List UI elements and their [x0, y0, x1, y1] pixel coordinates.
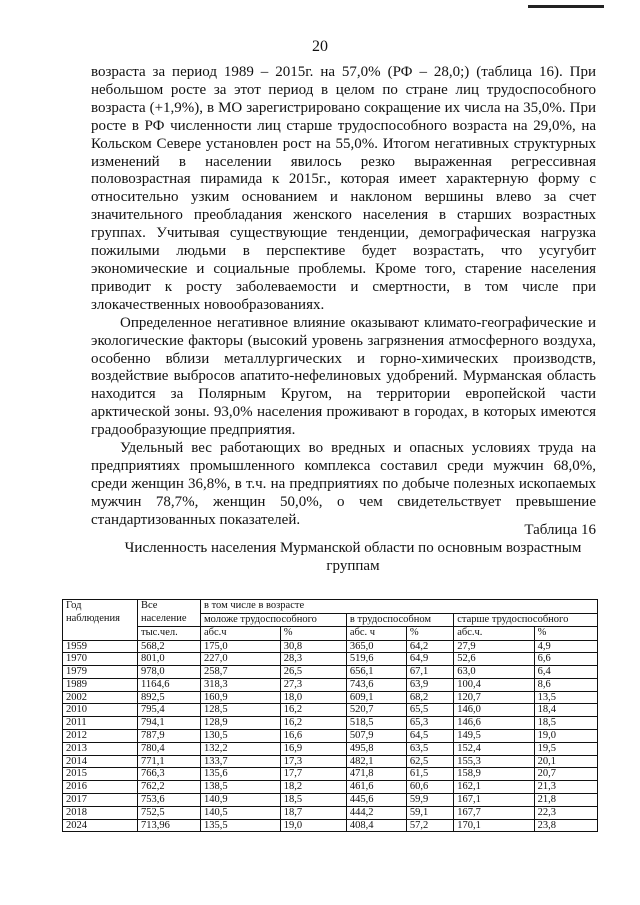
population-table [62, 599, 598, 832]
cell-older-pct: 18,4 [534, 704, 597, 717]
cell-younger-abs: 175,0 [201, 640, 281, 653]
header-including: в том числе в возрасте [201, 600, 598, 614]
table-row [63, 768, 598, 781]
table-row [63, 678, 598, 691]
cell-older-abs: 120,7 [454, 691, 534, 704]
table-row [63, 691, 598, 704]
cell-older-abs: 167,1 [454, 794, 534, 807]
cell-working-pct: 57,2 [406, 819, 453, 832]
cell-younger-pct: 16,6 [280, 730, 346, 743]
paragraph-2: Определенное негативное влияние оказывают климато-географические и экологические факторы (высокий уровень загрязнения атмосферного воздуха, особенно вблизи металлургических и горно-химических производств, воздействие выбросов апатито-нефелиновых удобрений. Мурманская область находится за Полярным Кругом, на территории европейской части арктической зоны. 93,0% населения проживают в городах, в которых имеются градообразующие предприятия. [91, 314, 596, 439]
cell-year: 2016 [63, 781, 138, 794]
paragraph-1: возраста за период 1989 – 2015г. на 57,0% (РФ – 28,0;) (таблица 16). При небольшом росте за этот период в целом по стране лиц трудоспособного возраста (+1,9%), в МО зарегистрировано сокращение их числа на 35,0%. При росте в РФ численности лиц старше трудоспособного возраста на 29,0%, на Кольском Севере установлен рост на 55,0%. Итогом негативных структурных изменений в населении явилось резко выраженная регрессивная половозрастная пирамида к 2015г., которая имеет характерную форму с относительно узким основанием и наклоном вершины влево за счет значительного преобладания женского населения в старших возрастных группах. Учитывая существующие тенденции, демографическая нагрузка пожилыми людьми в перспективе будет возрастать, что усугубит экономические и социальные проблемы. Кроме того, старение населения приводит к росту заболеваемости и смертности, в том числе при злокачественных новообразованиях. [91, 64, 596, 313]
cell-older-pct: 19,5 [534, 742, 597, 755]
cell-all-population: 978,0 [138, 666, 201, 679]
table-row [63, 640, 598, 653]
cell-working-abs: 519,6 [346, 653, 406, 666]
cell-working-abs: 365,0 [346, 640, 406, 653]
cell-working-pct: 65,5 [406, 704, 453, 717]
header-older-abs: абс.ч. [454, 627, 534, 641]
table-row [63, 730, 598, 743]
cell-younger-abs: 133,7 [201, 755, 281, 768]
cell-older-pct: 22,3 [534, 806, 597, 819]
table-title: Численность населения Мурманской области по основным возрастным группам [124, 540, 582, 574]
cell-older-abs: 158,9 [454, 768, 534, 781]
cell-all-population: 787,9 [138, 730, 201, 743]
cell-working-pct: 59,9 [406, 794, 453, 807]
cell-year: 2012 [63, 730, 138, 743]
cell-all-population: 568,2 [138, 640, 201, 653]
cell-working-abs: 495,8 [346, 742, 406, 755]
cell-older-abs: 162,1 [454, 781, 534, 794]
header-younger-pct: % [280, 627, 346, 641]
cell-older-abs: 167,7 [454, 806, 534, 819]
cell-all-population: 771,1 [138, 755, 201, 768]
cell-younger-abs: 135,6 [201, 768, 281, 781]
cell-working-abs: 471,8 [346, 768, 406, 781]
cell-working-abs: 520,7 [346, 704, 406, 717]
cell-working-pct: 59,1 [406, 806, 453, 819]
cell-year: 2011 [63, 717, 138, 730]
table-row [63, 717, 598, 730]
table-body [63, 640, 598, 832]
table-row [63, 653, 598, 666]
table-row [63, 666, 598, 679]
cell-all-population: 794,1 [138, 717, 201, 730]
cell-older-abs: 63,0 [454, 666, 534, 679]
header-younger-abs: абс.ч [201, 627, 281, 641]
cell-older-abs: 152,4 [454, 742, 534, 755]
cell-all-population: 753,6 [138, 794, 201, 807]
cell-older-pct: 4,9 [534, 640, 597, 653]
cell-working-pct: 60,6 [406, 781, 453, 794]
cell-younger-pct: 26,5 [280, 666, 346, 679]
cell-younger-abs: 258,7 [201, 666, 281, 679]
cell-younger-abs: 128,5 [201, 704, 281, 717]
cell-younger-pct: 28,3 [280, 653, 346, 666]
cell-older-pct: 21,3 [534, 781, 597, 794]
cell-working-abs: 461,6 [346, 781, 406, 794]
cell-all-population: 713,96 [138, 819, 201, 832]
cell-younger-pct: 18,2 [280, 781, 346, 794]
cell-working-abs: 743,6 [346, 678, 406, 691]
cell-older-abs: 27,9 [454, 640, 534, 653]
cell-year: 1959 [63, 640, 138, 653]
cell-working-abs: 518,5 [346, 717, 406, 730]
cell-all-population: 892,5 [138, 691, 201, 704]
cell-older-pct: 23,8 [534, 819, 597, 832]
cell-younger-abs: 128,9 [201, 717, 281, 730]
cell-year: 1989 [63, 678, 138, 691]
cell-older-pct: 19,0 [534, 730, 597, 743]
cell-working-abs: 444,2 [346, 806, 406, 819]
cell-younger-abs: 140,9 [201, 794, 281, 807]
cell-year: 2014 [63, 755, 138, 768]
cell-year: 1970 [63, 653, 138, 666]
cell-year: 2018 [63, 806, 138, 819]
cell-younger-pct: 18,5 [280, 794, 346, 807]
cell-working-abs: 482,1 [346, 755, 406, 768]
cell-younger-abs: 138,5 [201, 781, 281, 794]
cell-year: 2017 [63, 794, 138, 807]
cell-year: 1979 [63, 666, 138, 679]
cell-older-pct: 18,5 [534, 717, 597, 730]
cell-all-population: 752,5 [138, 806, 201, 819]
cell-younger-pct: 17,3 [280, 755, 346, 768]
cell-working-abs: 445,6 [346, 794, 406, 807]
cell-younger-pct: 30,8 [280, 640, 346, 653]
cell-older-abs: 100,4 [454, 678, 534, 691]
header-year: Год наблюдения [63, 600, 138, 641]
header-older-pct: % [534, 627, 597, 641]
cell-older-pct: 6,4 [534, 666, 597, 679]
cell-all-population: 766,3 [138, 768, 201, 781]
cell-working-pct: 64,5 [406, 730, 453, 743]
table-row [63, 755, 598, 768]
cell-working-pct: 63,5 [406, 742, 453, 755]
cell-younger-pct: 16,2 [280, 717, 346, 730]
cell-younger-abs: 140,5 [201, 806, 281, 819]
table-row [63, 704, 598, 717]
cell-younger-abs: 132,2 [201, 742, 281, 755]
cell-younger-pct: 17,7 [280, 768, 346, 781]
cell-younger-pct: 16,9 [280, 742, 346, 755]
cell-all-population: 801,0 [138, 653, 201, 666]
header-older: старше трудоспособного [454, 613, 598, 627]
table-row [63, 819, 598, 832]
cell-all-population: 780,4 [138, 742, 201, 755]
header-working-abs: абс. ч [346, 627, 406, 641]
table-row [63, 806, 598, 819]
header-younger: моложе трудоспособного [201, 613, 347, 627]
cell-younger-pct: 18,7 [280, 806, 346, 819]
table-label: Таблица 16 [524, 522, 596, 538]
cell-younger-pct: 18,0 [280, 691, 346, 704]
cell-younger-abs: 318,3 [201, 678, 281, 691]
table-row [63, 794, 598, 807]
cell-older-pct: 20,7 [534, 768, 597, 781]
cell-older-abs: 146,0 [454, 704, 534, 717]
cell-younger-pct: 27,3 [280, 678, 346, 691]
cell-older-abs: 52,6 [454, 653, 534, 666]
cell-working-pct: 64,2 [406, 640, 453, 653]
cell-older-abs: 146,6 [454, 717, 534, 730]
cell-working-pct: 68,2 [406, 691, 453, 704]
paragraph-3: Удельный вес работающих во вредных и опасных условиях труда на предприятиях промышленного комплекса составил среди мужчин 68,0%, среди женщин 36,8%, в т.ч. на предприятиях по добыче полезных ископаемых мужчин 78,7%, женщин 50,0%, о чем свидетельствует превышение стандартизованных показателей. [91, 440, 596, 528]
table-row [63, 742, 598, 755]
cell-year: 2002 [63, 691, 138, 704]
header-working-pct: % [406, 627, 453, 641]
cell-working-abs: 609,1 [346, 691, 406, 704]
cell-older-abs: 155,3 [454, 755, 534, 768]
cell-older-abs: 149,5 [454, 730, 534, 743]
header-working: в трудоспособном [346, 613, 453, 627]
cell-younger-abs: 227,0 [201, 653, 281, 666]
cell-year: 2013 [63, 742, 138, 755]
page-number: 20 [312, 38, 328, 55]
cell-year: 2024 [63, 819, 138, 832]
cell-working-pct: 63,9 [406, 678, 453, 691]
table-row [63, 781, 598, 794]
cell-older-pct: 8,6 [534, 678, 597, 691]
cell-older-pct: 13,5 [534, 691, 597, 704]
cell-working-abs: 656,1 [346, 666, 406, 679]
cell-all-population: 795,4 [138, 704, 201, 717]
cell-working-pct: 61,5 [406, 768, 453, 781]
corner-mark [528, 5, 604, 8]
cell-working-pct: 64,9 [406, 653, 453, 666]
cell-working-abs: 507,9 [346, 730, 406, 743]
cell-older-abs: 170,1 [454, 819, 534, 832]
cell-working-pct: 65,3 [406, 717, 453, 730]
cell-older-pct: 6,6 [534, 653, 597, 666]
cell-working-pct: 67,1 [406, 666, 453, 679]
cell-older-pct: 21,8 [534, 794, 597, 807]
cell-all-population: 1164,6 [138, 678, 201, 691]
body-text [91, 64, 596, 530]
cell-year: 2015 [63, 768, 138, 781]
cell-younger-abs: 135,5 [201, 819, 281, 832]
cell-younger-pct: 19,0 [280, 819, 346, 832]
header-all: Все население [138, 600, 201, 627]
header-all-unit: тыс.чел. [138, 627, 201, 641]
cell-older-pct: 20,1 [534, 755, 597, 768]
cell-working-abs: 408,4 [346, 819, 406, 832]
cell-younger-abs: 160,9 [201, 691, 281, 704]
cell-younger-pct: 16,2 [280, 704, 346, 717]
cell-younger-abs: 130,5 [201, 730, 281, 743]
cell-all-population: 762,2 [138, 781, 201, 794]
cell-year: 2010 [63, 704, 138, 717]
cell-working-pct: 62,5 [406, 755, 453, 768]
